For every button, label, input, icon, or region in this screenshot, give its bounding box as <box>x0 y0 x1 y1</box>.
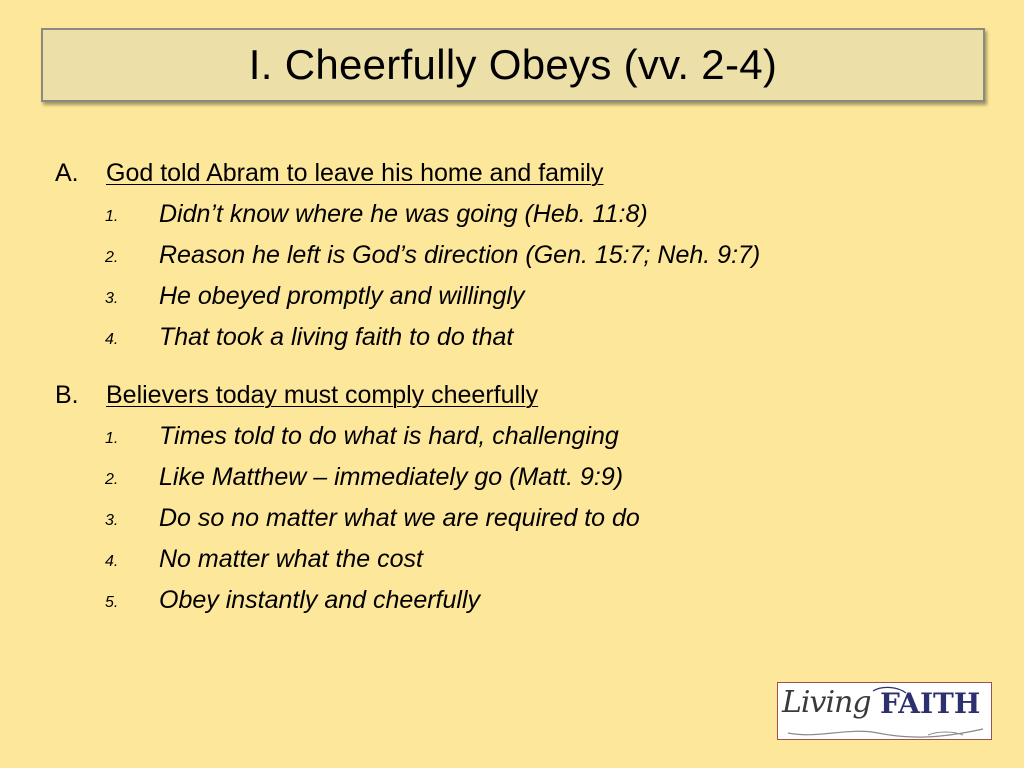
section-heading-text: God told Abram to leave his home and family <box>106 159 604 187</box>
item-number: 4. <box>105 331 119 348</box>
item-text: Times told to do what is hard, challenging <box>159 422 619 450</box>
item-text: That took a living faith to do that <box>159 323 514 351</box>
section-letter: B. <box>55 381 79 409</box>
section-heading-text: Believers today must comply cheerfully <box>106 381 539 409</box>
item-number: 2. <box>105 471 119 488</box>
logo-word-living: Living <box>782 685 871 720</box>
item-number: 1. <box>105 430 119 447</box>
item-text: Do so no matter what we are required to do <box>159 504 640 532</box>
section-letter: A. <box>55 159 79 187</box>
item-number: 3. <box>105 512 119 529</box>
logo-word-faith: FAITH <box>880 687 981 720</box>
item-number: 2. <box>105 249 119 266</box>
item-number: 1. <box>105 208 119 225</box>
item-text: Didn’t know where he was going (Heb. 11:8) <box>159 200 648 228</box>
item-text: He obeyed promptly and willingly <box>159 282 525 310</box>
item-text: Reason he left is God’s direction (Gen. 15:7; Neh. 9:7) <box>159 241 761 269</box>
living-faith-logo <box>777 682 992 740</box>
item-number: 4. <box>105 553 119 570</box>
item-text: No matter what the cost <box>159 545 424 573</box>
item-number: 5. <box>105 594 119 611</box>
item-number: 3. <box>105 290 119 307</box>
item-text: Like Matthew – immediately go (Matt. 9:9) <box>159 463 624 491</box>
slide-title: I. Cheerfully Obeys (vv. 2-4) <box>248 41 778 88</box>
item-text: Obey instantly and cheerfully <box>159 586 481 614</box>
